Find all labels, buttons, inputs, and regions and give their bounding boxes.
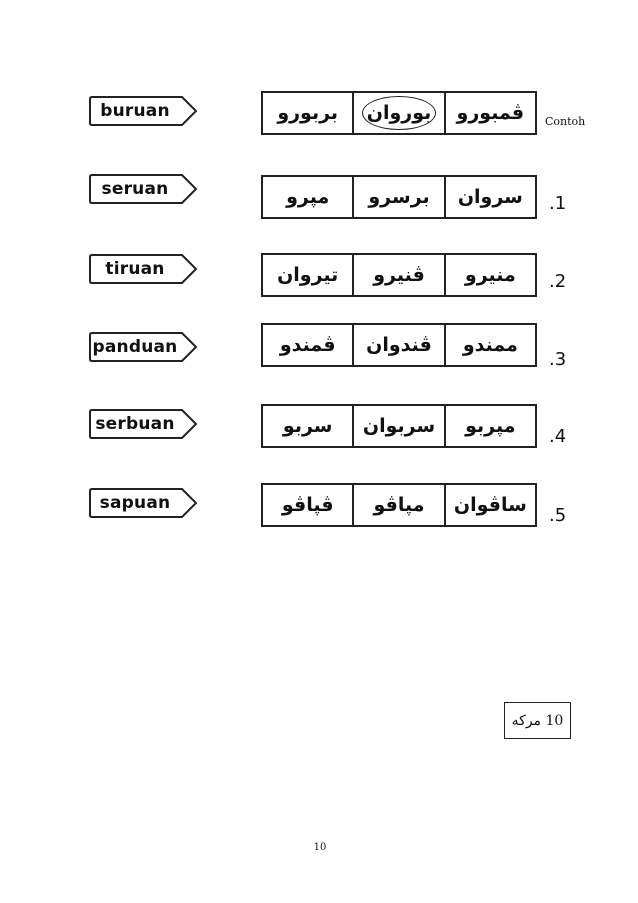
score-box: 10 مركه: [504, 702, 571, 739]
options-box: [261, 175, 537, 219]
options-box: [261, 323, 537, 367]
word-tag: [88, 487, 198, 519]
option-middle[interactable]: ڤندوان: [354, 325, 445, 365]
option-right[interactable]: منيرو: [464, 264, 516, 286]
word-tag-label: sapuan: [99, 493, 171, 513]
word-tag: [88, 408, 198, 440]
option-middle-circled[interactable]: بوروان: [354, 93, 445, 133]
word-tag-label: buruan: [100, 101, 170, 121]
option-right[interactable]: ممندو: [462, 334, 518, 356]
option-middle[interactable]: ڤنيرو: [354, 255, 445, 295]
option-left[interactable]: بربورو: [263, 93, 354, 133]
question-row-5: [0, 487, 638, 537]
question-row-1: [0, 173, 638, 223]
options-box: [261, 91, 537, 135]
word-tag: [88, 331, 198, 363]
option-middle[interactable]: برسرو: [354, 177, 445, 217]
page-number: 10: [313, 842, 327, 853]
option-middle[interactable]: مپاڤو: [354, 485, 445, 525]
options-box: [261, 404, 537, 448]
word-tag-label: panduan: [92, 337, 178, 357]
question-number: .4: [549, 426, 567, 447]
option-right[interactable]: ساڤوان: [453, 494, 527, 516]
option-right[interactable]: ڤمبورو: [456, 102, 525, 124]
word-tag: [88, 173, 198, 205]
question-number: .1: [549, 193, 567, 214]
question-row-3: [0, 331, 638, 381]
example-label: Contoh: [545, 115, 586, 128]
question-row-2: [0, 253, 638, 303]
question-number: .3: [549, 349, 567, 370]
options-box: [261, 253, 537, 297]
option-left[interactable]: مپرو: [263, 177, 354, 217]
question-row-4: [0, 408, 638, 458]
word-tag: [88, 253, 198, 285]
question-number: .2: [549, 271, 567, 292]
option-left[interactable]: تيروان: [263, 255, 354, 295]
options-box: [261, 483, 537, 527]
example-row: [0, 95, 638, 145]
question-number: .5: [549, 505, 567, 526]
word-tag-label: tiruan: [105, 259, 165, 279]
word-tag: [88, 95, 198, 127]
option-left[interactable]: ڤپاڤو: [263, 485, 354, 525]
word-tag-label: serbuan: [95, 414, 175, 434]
option-middle[interactable]: سربوان: [354, 406, 445, 446]
word-tag-label: seruan: [101, 179, 169, 199]
option-right[interactable]: مپربو: [465, 415, 516, 437]
option-left[interactable]: ڤمندو: [263, 325, 354, 365]
option-left[interactable]: سربو: [263, 406, 354, 446]
option-right[interactable]: سروان: [457, 186, 523, 208]
